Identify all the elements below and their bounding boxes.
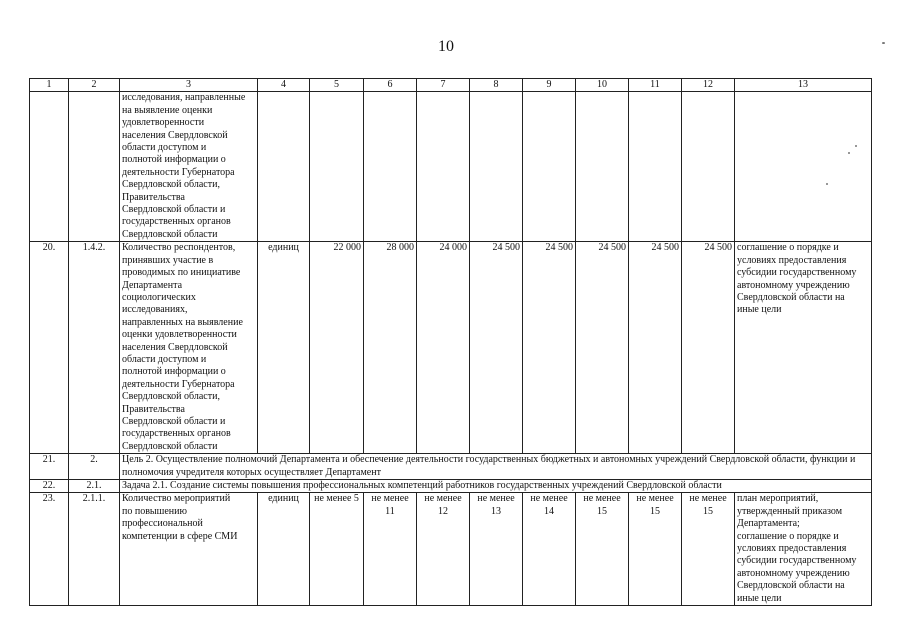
col-header-3: 3: [120, 79, 258, 92]
scan-speck: [882, 42, 885, 44]
value-col-10: 24 500: [576, 242, 629, 454]
col-header-7: 7: [417, 79, 470, 92]
row-code: 2.1.: [69, 480, 120, 493]
scan-speck: [826, 183, 828, 185]
col-header-13: 13: [735, 79, 872, 92]
value-col-9: 24 500: [523, 242, 576, 454]
table-row-22: [30, 480, 872, 493]
table-row-20: [30, 242, 872, 454]
scan-speck: [855, 145, 857, 147]
value-col-7: 24 000: [417, 242, 470, 454]
task-text: Задача 2.1. Создание системы повышения профессиональных компетенций работников государственных учреждений Свердловской области: [120, 480, 872, 493]
value-col-8: не менее 13: [470, 493, 523, 606]
value-col-12: не менее 15: [682, 493, 735, 606]
row-code: 1.4.2.: [69, 242, 120, 454]
value-col-6: не менее 11: [364, 493, 417, 606]
column-number-row: [30, 79, 872, 92]
unit: единиц: [258, 242, 310, 454]
table-row-continued: [30, 92, 872, 242]
col-header-9: 9: [523, 79, 576, 92]
indicator-name: Количество респондентов, принявших участие в проводимых по инициативе Департамента социологических исследованиях, направленных на выявление оценки удовлетворенности населения Свердловской области доступом и полнотой информации о деятельности Губернатора Свердловской области, Правительства Свердловской области и государственных органов Свердловской области: [120, 242, 258, 454]
col-header-12: 12: [682, 79, 735, 92]
col-header-11: 11: [629, 79, 682, 92]
col-header-4: 4: [258, 79, 310, 92]
value-col-10: не менее 15: [576, 493, 629, 606]
unit: единиц: [258, 493, 310, 606]
row-number: 21.: [30, 454, 69, 480]
col-header-6: 6: [364, 79, 417, 92]
row-number: 22.: [30, 480, 69, 493]
value-col-9: не менее 14: [523, 493, 576, 606]
value-col-5: не менее 5: [310, 493, 364, 606]
value-col-11: 24 500: [629, 242, 682, 454]
col-header-8: 8: [470, 79, 523, 92]
col-header-10: 10: [576, 79, 629, 92]
row-code: 2.1.1.: [69, 493, 120, 606]
table-row-23: [30, 493, 872, 606]
value-col-7: не менее 12: [417, 493, 470, 606]
indicators-table: [29, 78, 872, 606]
col-header-1: 1: [30, 79, 69, 92]
row-code: 2.: [69, 454, 120, 480]
table-row-21: [30, 454, 872, 480]
data-source: план мероприятий, утвержденный приказом Департамента; соглашение о порядке и условиях предоставления субсидии государственному автономному учреждению Свердловской области на иные цели: [735, 493, 872, 606]
page-number: 10: [438, 38, 454, 55]
goal-text: Цель 2. Осуществление полномочий Департамента и обеспечение деятельности государственных бюджетных и автономных учреждений Свердловской области, функции и полномочия учредителя которых осуществляет Департамент: [120, 454, 872, 480]
value-col-12: 24 500: [682, 242, 735, 454]
indicator-name: Количество мероприятий по повышению профессиональной компетенции в сфере СМИ: [120, 493, 258, 606]
row-number: 23.: [30, 493, 69, 606]
value-col-11: не менее 15: [629, 493, 682, 606]
value-col-6: 28 000: [364, 242, 417, 454]
data-source: соглашение о порядке и условиях предоставления субсидии государственному автономному учреждению Свердловской области на иные цели: [735, 242, 872, 454]
row-number: 20.: [30, 242, 69, 454]
scan-speck: [848, 152, 850, 154]
value-col-5: 22 000: [310, 242, 364, 454]
indicator-name-continued: исследования, направленные на выявление оценки удовлетворенности населения Свердловской области доступом и полнотой информации о деятельности Губернатора Свердловской области, Правительства Свердловской области и государственных органов Свердловской области: [120, 92, 258, 242]
col-header-5: 5: [310, 79, 364, 92]
value-col-8: 24 500: [470, 242, 523, 454]
col-header-2: 2: [69, 79, 120, 92]
